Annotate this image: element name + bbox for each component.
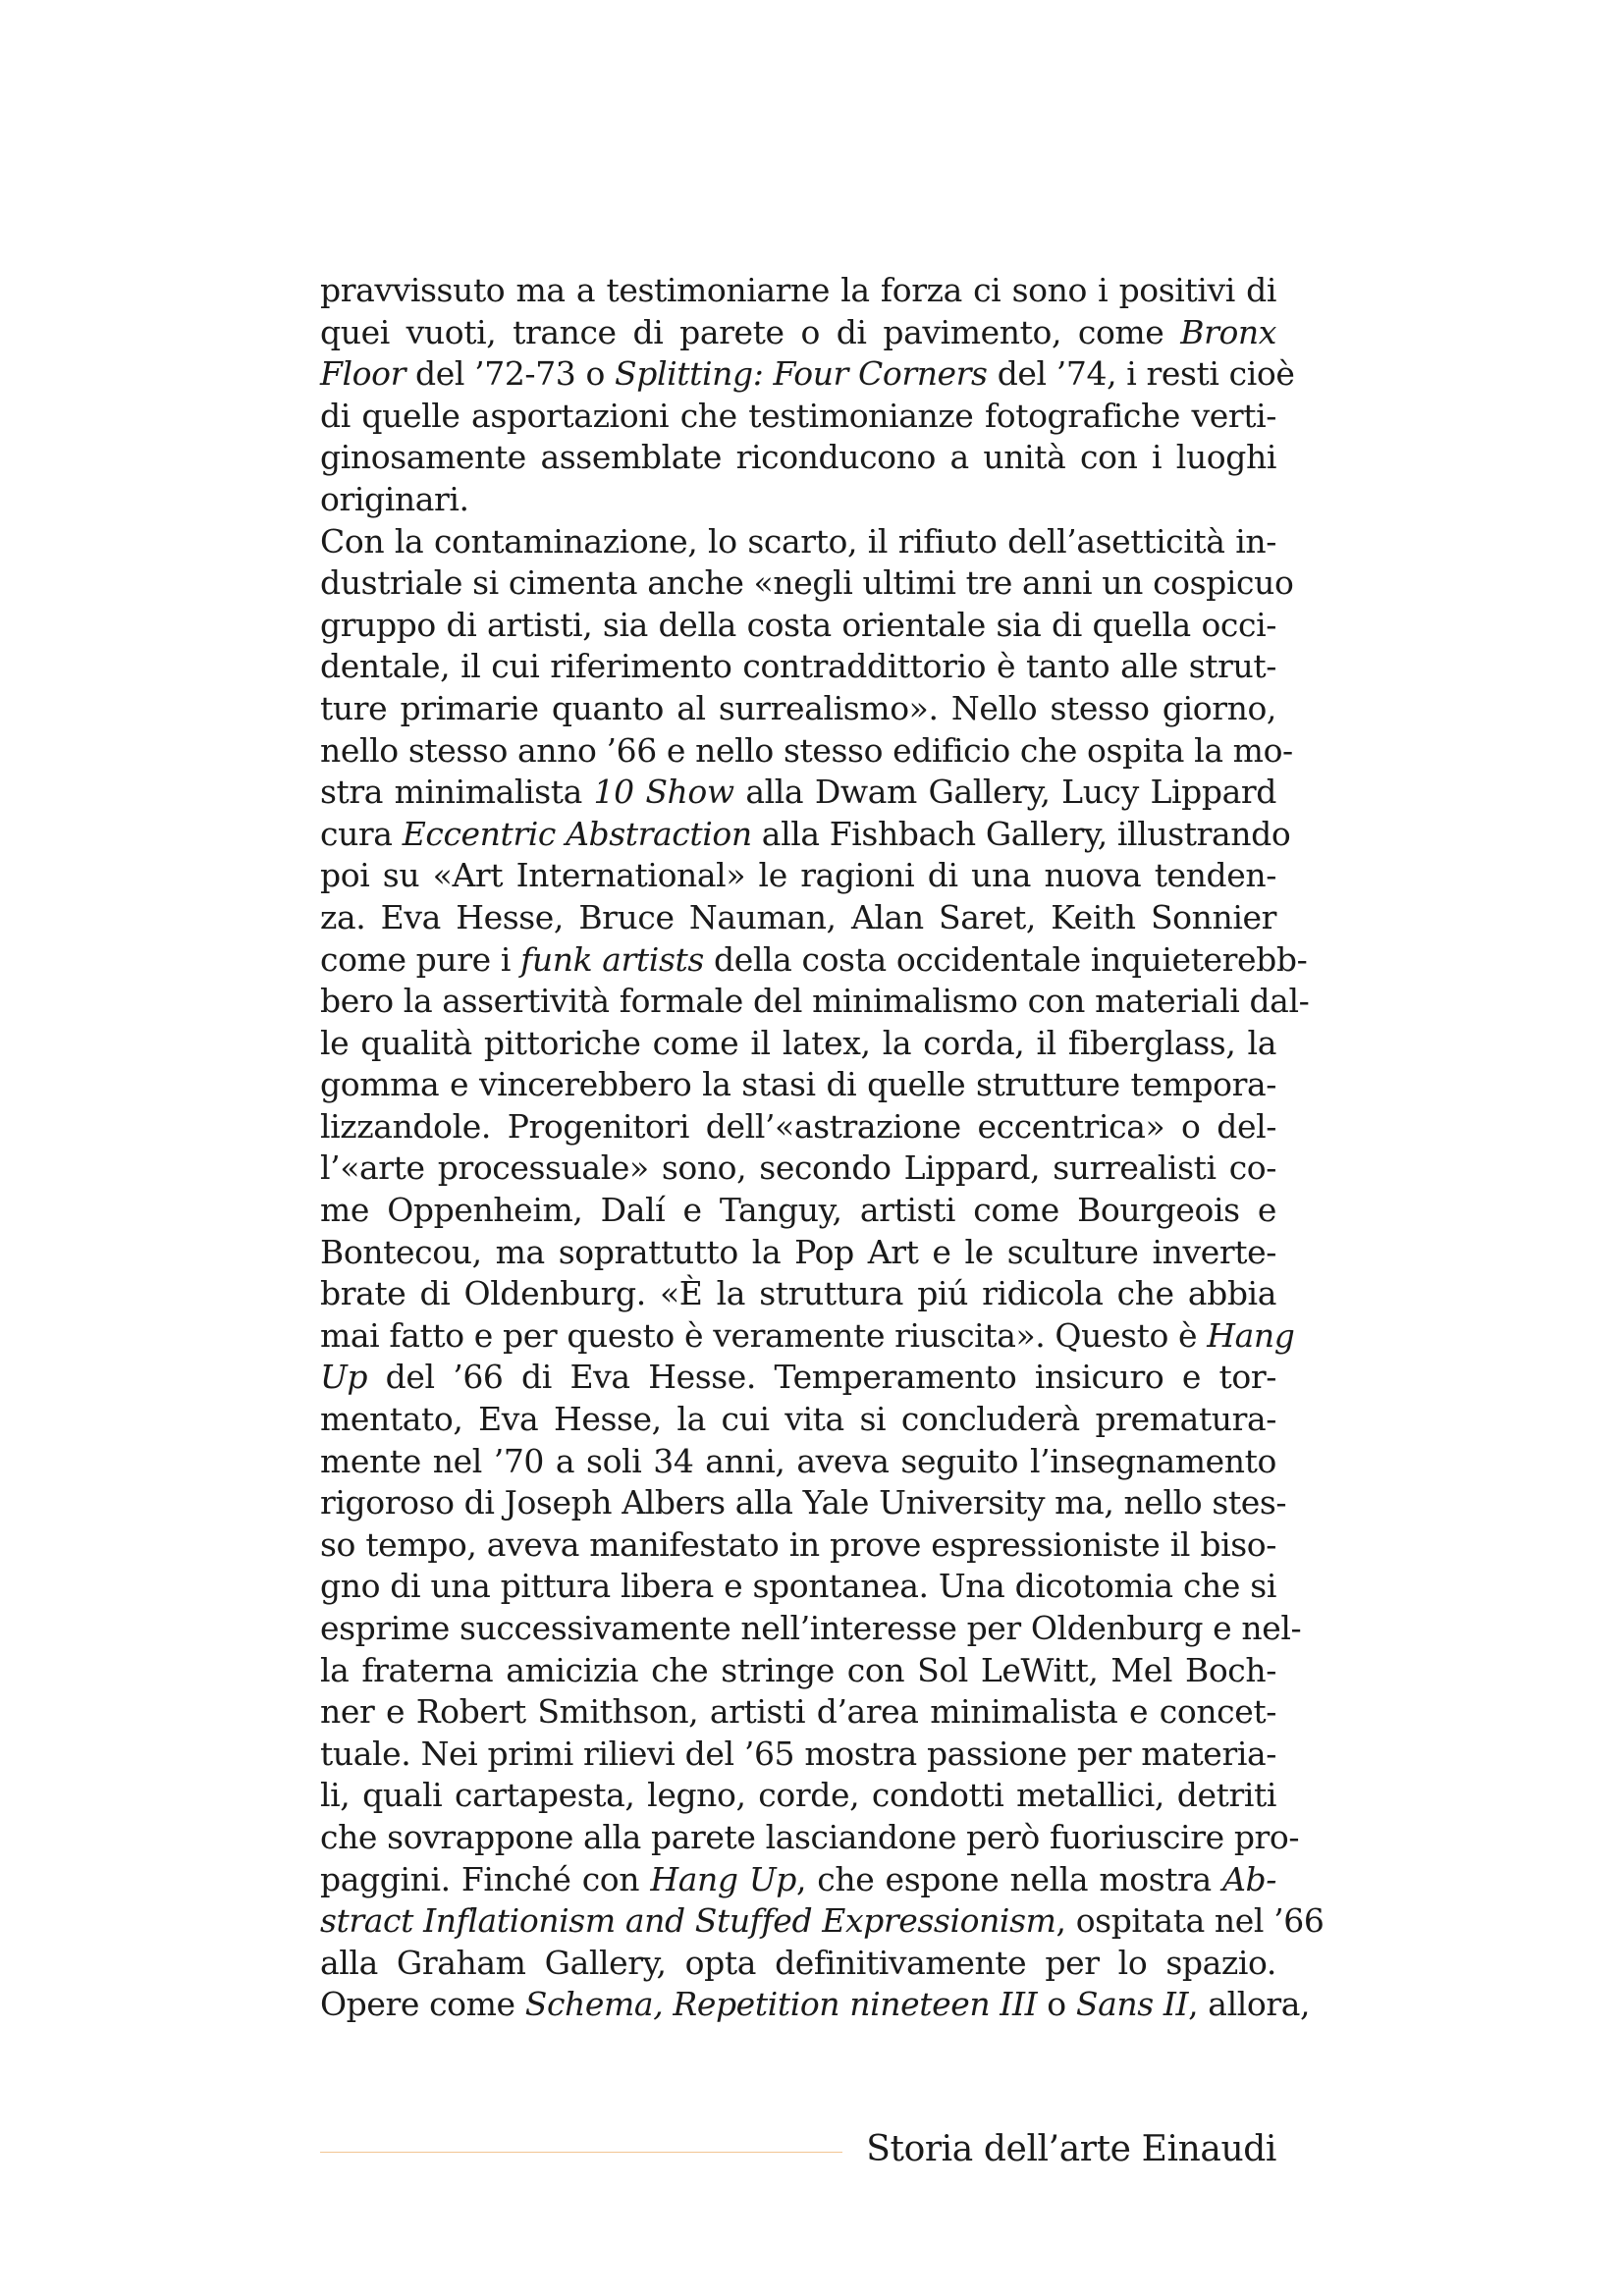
text-line [320,562,1294,605]
italic-text: Splitting: Four Corners [615,354,988,394]
text-run: mai fatto e per questo è veramente riuscita». Questo è [320,1315,1208,1355]
text-line [320,1106,1276,1148]
text-run: brate di Oldenburg. «È la struttura piú ridicola che abbia [320,1274,1276,1313]
text-run: ture primarie quanto al surrealismo». Nello stesso giorno, [320,688,1276,727]
text-run: ner e Robert Smithson, artisti d’area minimalista e concet- [320,1692,1276,1732]
text-line [320,1775,1276,1817]
text-line [320,688,1276,730]
text-line [320,521,1276,563]
italic-text: Up [320,1358,368,1397]
text-run: dustriale si cimenta anche «negli ultimi tre anni un cospicuo [320,563,1294,603]
text-line [320,1691,1276,1734]
text-run: so tempo, aveva manifestato in prove espressioniste il biso- [320,1524,1276,1564]
text-line [320,1943,1276,1985]
text-run: esprime successivamente nell’interesse per Oldenburg e nel- [320,1609,1302,1647]
text-run: gruppo di artisti, sia della costa orientale sia di quella occi- [320,605,1276,644]
text-run: ginosamente assemblate riconducono a unità con i luoghi [320,438,1276,477]
text-run: che sovrappone alla parete lasciandone però fuoriuscire pro- [320,1817,1300,1856]
text-run: , ospitata nel ’66 [1055,1901,1325,1941]
text-line [320,437,1276,479]
text-run: pravvissuto ma a testimoniarne la forza ci sono i positivi di [320,271,1276,309]
text-run: alla Graham Gallery, opta definitivamente per lo spazio. [320,1943,1276,1982]
text-run: gomma e vincerebbero la stasi di quelle strutture tempora- [320,1065,1276,1104]
text-run: di quelle asportazioni che testimonianze fotografiche verti- [320,396,1276,435]
italic-text: Hang [1207,1315,1295,1355]
italic-text: Bronx [1180,312,1276,351]
text-run: stra minimalista [320,773,594,812]
text-line [320,855,1276,897]
text-line [320,646,1276,688]
text-run: del ’72-73 o [405,354,616,394]
text-run: , allora, [1188,1985,1311,2024]
text-run: della costa occidentale inquieterebb- [703,939,1308,979]
text-line [320,1315,1295,1358]
text-line [320,1232,1276,1274]
italic-text: funk artists [520,939,704,979]
text-run: tuale. Nei primi rilievi del ’65 mostra passione per materia- [320,1734,1276,1773]
text-run: bero la assertività formale del minimalismo con materiali dal- [320,982,1310,1021]
text-run: li, quali cartapesta, legno, corde, condotti metallici, detriti [320,1776,1276,1815]
body-text [320,270,1325,2026]
footer-publisher-title: Storia dell’arte Einaudi [866,2129,1276,2169]
text-line [320,353,1295,396]
text-run: alla Dwam Gallery, Lucy Lippard [733,773,1276,812]
text-run: del ’66 di Eva Hesse. Temperamento insicuro e tor- [367,1358,1276,1397]
text-line [320,1734,1276,1776]
italic-text: Eccentric Abstraction [402,814,752,853]
text-run: nello stesso anno ’66 e nello stesso edificio che ospita la mo- [320,730,1293,770]
text-line [320,1148,1276,1190]
text-line [320,1900,1325,1943]
italic-text: Sans II [1075,1985,1189,2024]
text-line [320,1859,1276,1901]
text-run: l’«arte processuale» sono, secondo Lippard, surrealisti co- [320,1148,1276,1188]
text-run: la fraterna amicizia che stringe con Sol LeWitt, Mel Boch- [320,1650,1276,1689]
text-run: alla Fishbach Gallery, illustrando [751,814,1291,853]
text-line [320,730,1293,773]
italic-text: Schema, Repetition nineteen III [524,1985,1038,2024]
text-run: cura [320,814,403,853]
text-run: lizzandole. Progenitori dell’«astrazione eccentrica» o del- [320,1106,1276,1146]
text-run: le qualità pittoriche come il latex, la corda, il fiberglass, la [320,1023,1276,1062]
text-run: za. Eva Hesse, Bruce Nauman, Alan Saret, Keith Sonnier [320,897,1276,936]
text-line [320,1984,1311,2026]
text-run: , che espone nella mostra [795,1859,1223,1898]
text-run: o [1037,1985,1076,2024]
text-line [320,1190,1276,1232]
text-line [320,1441,1276,1483]
text-run: mente nel ’70 a soli 34 anni, aveva seguito l’insegnamento [320,1441,1276,1480]
text-line [320,605,1276,647]
italic-text: Hang Up [650,1859,796,1898]
italic-text: Floor [320,354,406,394]
text-line [320,1608,1302,1650]
text-run: me Oppenheim, Dalí e Tanguy, artisti come Bourgeois e [320,1191,1276,1230]
text-line [320,814,1291,856]
text-line [320,479,1276,521]
text-line [320,897,1276,939]
text-line [320,1566,1276,1608]
text-run: originari. [320,479,469,518]
text-line [320,772,1276,814]
text-line [320,1650,1276,1692]
text-line [320,1817,1300,1859]
italic-text: Ab- [1222,1859,1276,1898]
text-line [320,312,1276,354]
text-run: quei vuoti, trance di parete o di pavimento, come [320,312,1181,351]
italic-text: 10 Show [593,773,734,812]
text-line [320,1482,1287,1524]
text-run: Opere come [320,1985,525,2024]
text-line [320,396,1276,438]
text-line [320,1273,1276,1315]
italic-text: stract Inflationism and Stuffed Expressionism [320,1901,1056,1941]
text-run: mentato, Eva Hesse, la cui vita si concluderà prematura- [320,1400,1276,1439]
text-run: paggini. Finché con [320,1859,651,1898]
text-run: gno di una pittura libera e spontanea. Una dicotomia che si [320,1567,1276,1606]
text-line [320,270,1276,312]
text-line [320,1023,1276,1065]
text-line [320,1524,1276,1567]
text-line [320,981,1310,1023]
footer-rule [320,2152,842,2153]
text-run: Bontecou, ma soprattutto la Pop Art e le sculture inverte- [320,1232,1276,1271]
text-run: rigoroso di Joseph Albers alla Yale University ma, nello stes- [320,1483,1287,1522]
text-run: come pure i [320,939,521,979]
text-run: Con la contaminazione, lo scarto, il rifiuto dell’asetticità in- [320,521,1276,561]
text-run: del ’74, i resti cioè [987,354,1295,394]
text-run: dentale, il cui riferimento contraddittorio è tanto alle strut- [320,647,1276,686]
text-run: poi su «Art International» le ragioni di una nuova tenden- [320,856,1276,895]
text-line [320,1357,1276,1399]
text-line [320,1064,1276,1106]
text-line [320,1399,1276,1441]
text-line [320,939,1308,982]
